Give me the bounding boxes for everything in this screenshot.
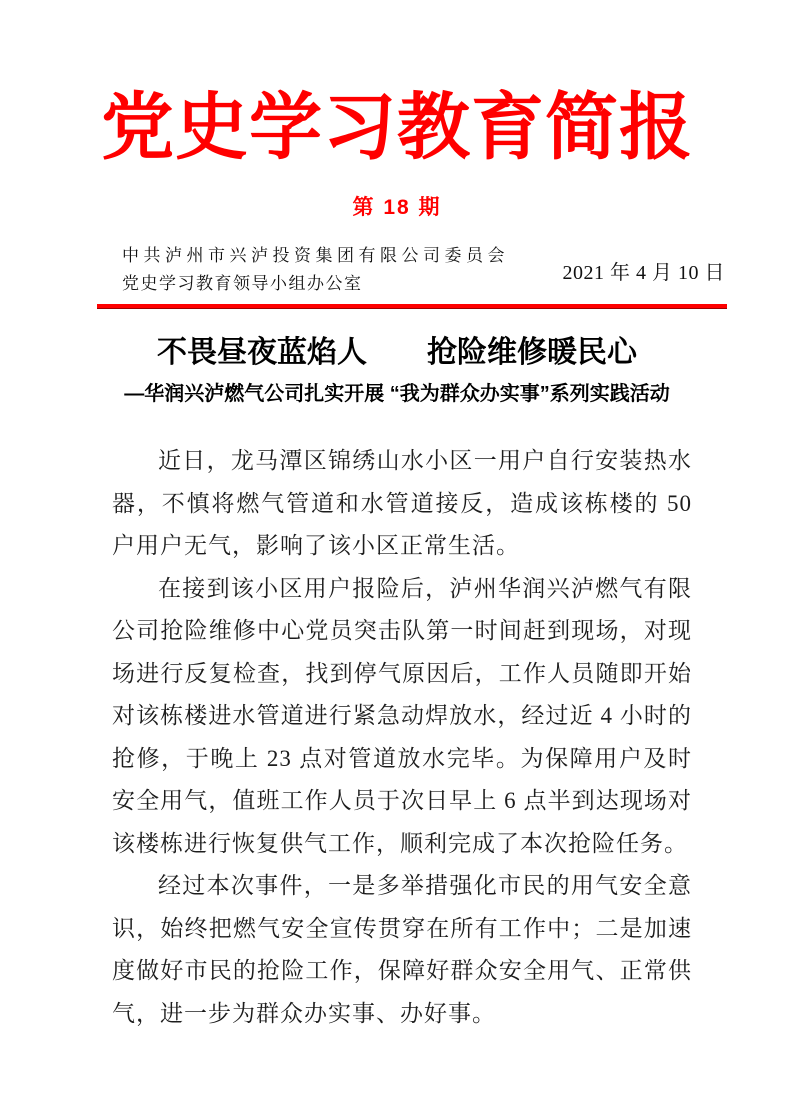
org-line-2: 党史学习教育领导小组办公室 <box>122 274 363 293</box>
issue-number: 第 18 期 <box>352 196 442 219</box>
article-subheadline: —华润兴泸燃气公司扎实开展 “我为群众办实事”系列实践活动 <box>124 383 670 405</box>
issue-date: 2021 年 4 月 10 日 <box>562 261 725 284</box>
body-paragraph: 经过本次事件，一是多举措强化市民的用气安全意识，始终把燃气安全宣传贯穿在所有工作中；二是加速度做好市民的抢险工作，保障好群众安全用气、正常供气，进一步为群众办实事、办好事。 <box>112 873 692 1026</box>
article-headline: 不畏昼夜蓝焰人 抢险维修暖民心 <box>157 336 637 369</box>
body-paragraph: 在接到该小区用户报险后，泸州华润兴泸燃气有限公司抢险维修中心党员突击队第一时间赶到现场，对现场进行反复检查，找到停气原因后，工作人员随即开始对该栋楼进水管道进行紧急动焊放水，经过近 4 小时的抢修，于晚上 23 点对管道放水完毕。为保障用户及时安全用气，值班工作人员于次日早上 6 点半到达现场对该楼栋进行恢复供气工作，顺利完成了本次抢险任务。 <box>112 575 692 856</box>
red-divider-rule <box>97 304 727 309</box>
issuing-org-block <box>122 242 509 298</box>
article-body <box>112 440 692 1035</box>
issuing-header <box>97 242 727 298</box>
body-paragraph: 近日，龙马潭区锦绣山水小区一用户自行安装热水器，不慎将燃气管道和水管道接反，造成该栋楼的 50 户用户无气，影响了该小区正常生活。 <box>112 448 692 558</box>
masthead-title: 党史学习教育简报 <box>101 87 693 168</box>
org-line-1: 中共泸州市兴泸投资集团有限公司委员会 <box>122 246 509 265</box>
